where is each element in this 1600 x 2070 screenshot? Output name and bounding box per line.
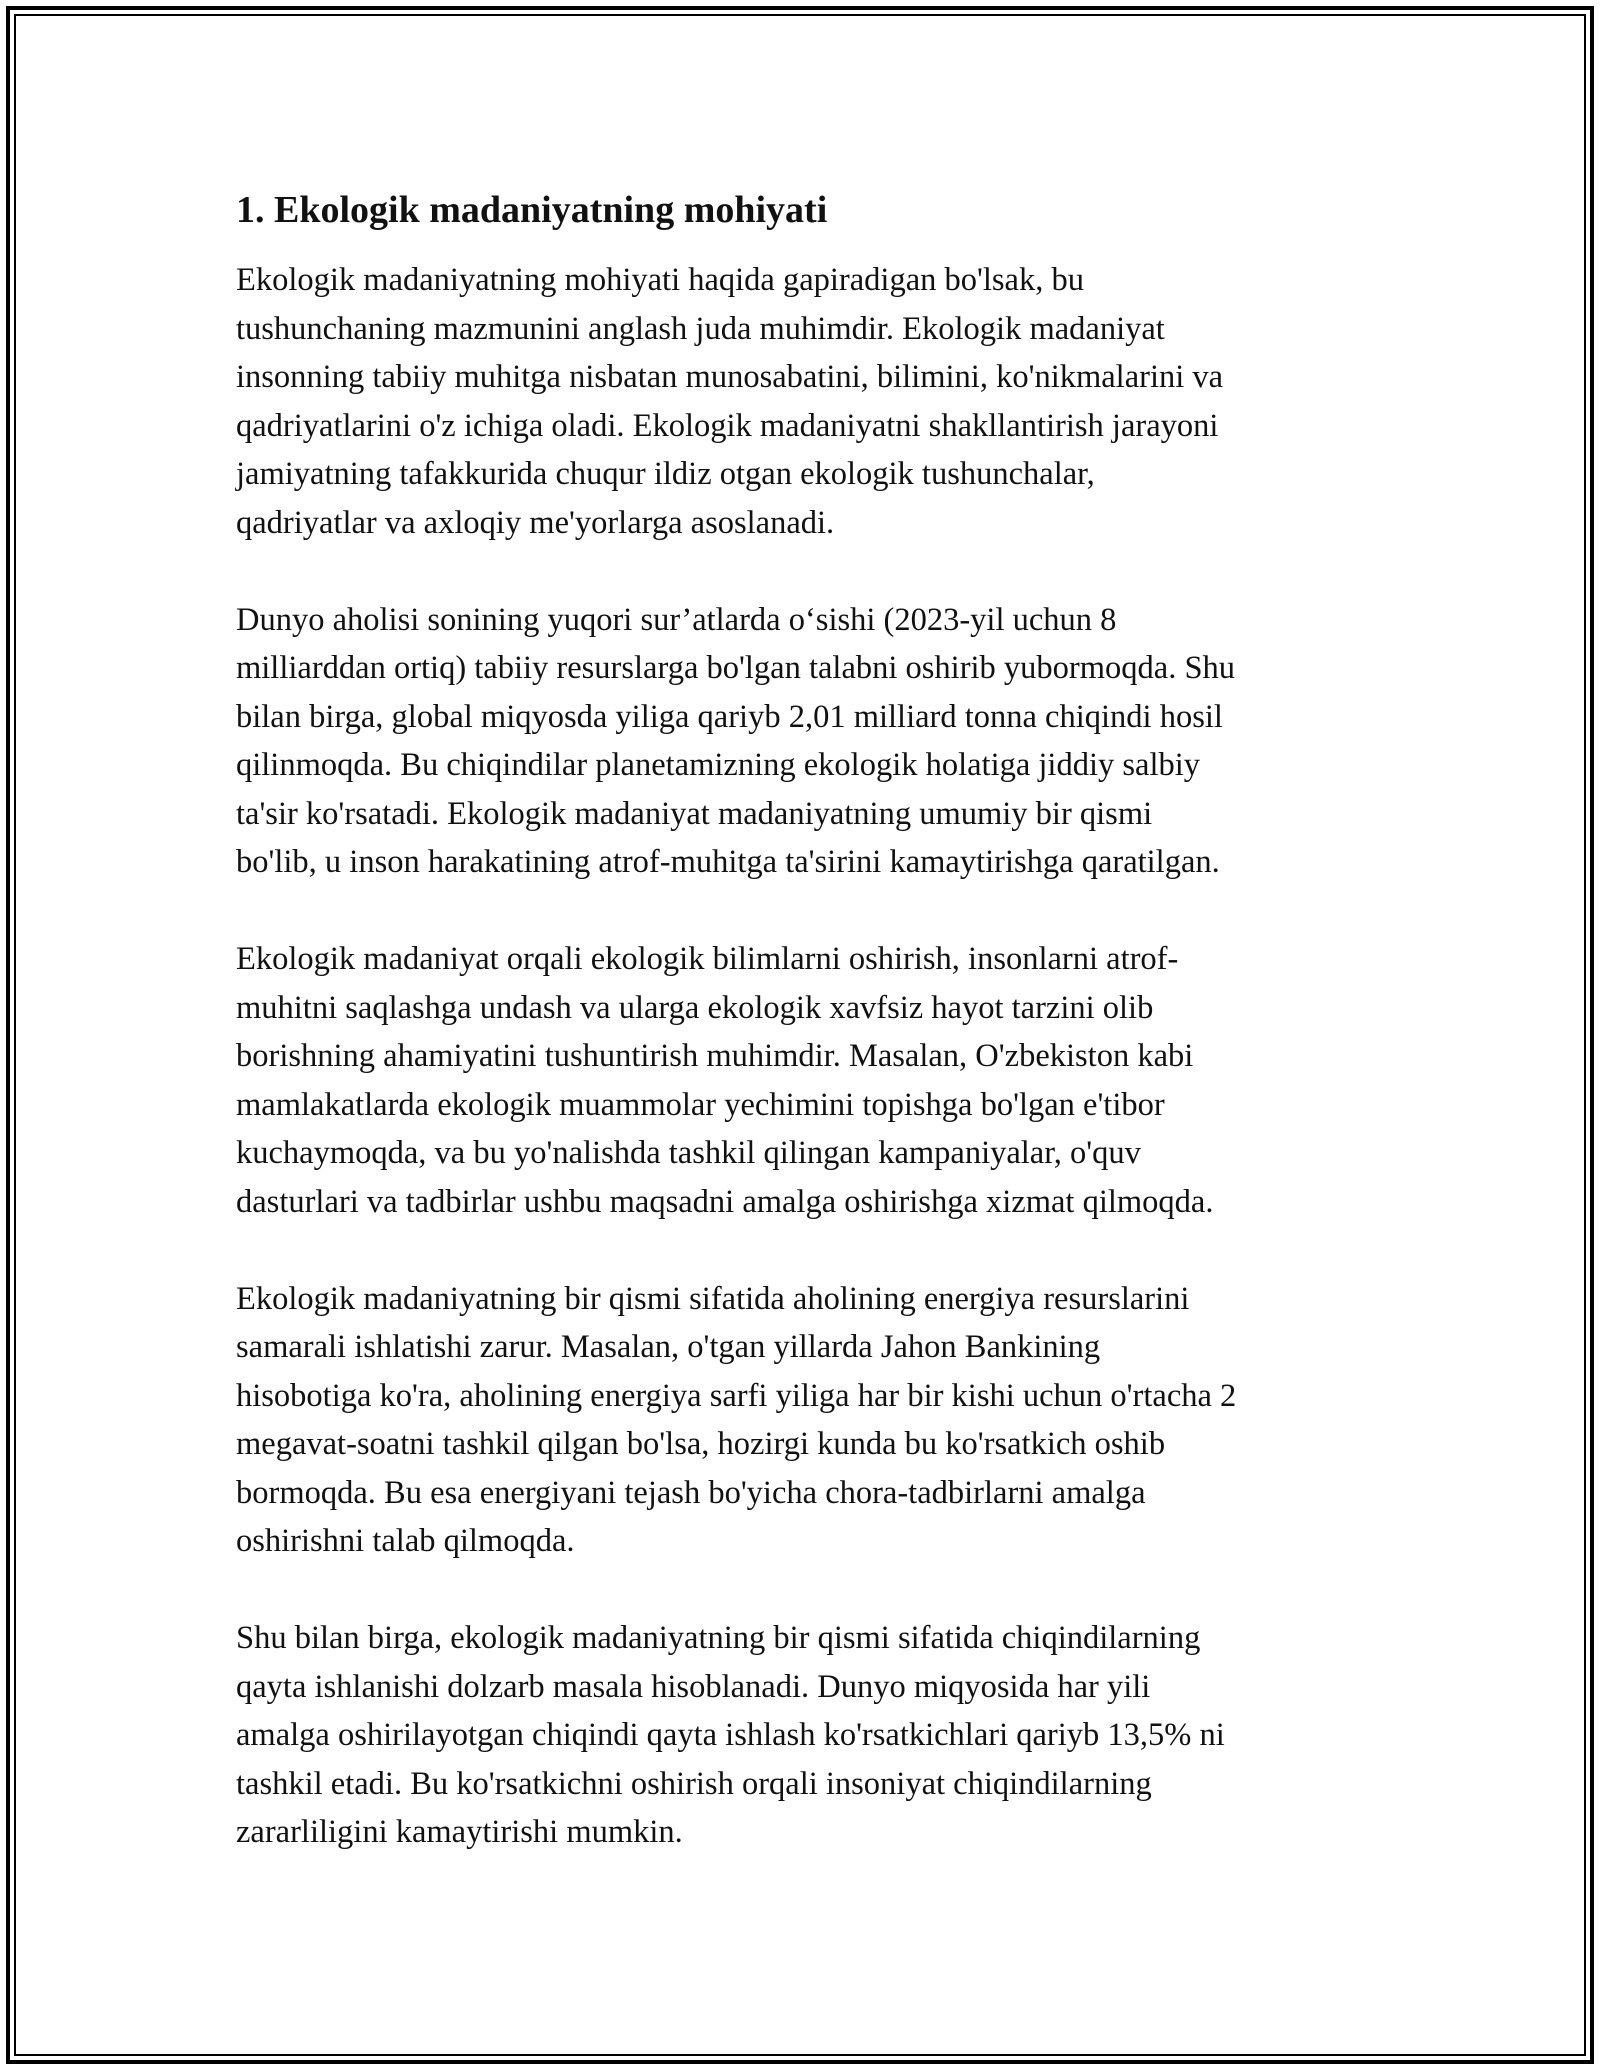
paragraph-2: Dunyo aholisi sonining yuqori sur’atlarda o‘sishi (2023-yil uchun 8 milliarddan ortiq) tabiiy resurslarga bo'lgan talabni oshirib yubormoqda. Shu bilan birga, global miqyosda yiliga qariyb 2,01 milliard tonna chiqindi hosil qilinmoqda. Bu chiqindilar planetamizning ekologik holatiga jiddiy salbiy ta'sir ko'rsatadi. Ekologik madaniyat madaniyatning umumiy bir qismi bo'lib, u inson harakatining atrof-muhitga ta'sirini kamaytirishga qaratilgan.: [236, 601, 1236, 880]
paragraph-1: Ekologik madaniyatning mohiyati haqida gapiradigan bo'lsak, bu tushunchaning mazmunini anglash juda muhimdir. Ekologik madaniyat insonning tabiiy muhitga nisbatan munosabatini, bilimini, ko'nikmalarini va qadriyatlarini o'z ichiga oladi. Ekologik madaniyatni shakllantirish jarayoni jamiyatning tafakkurida chuqur ildiz otgan ekologik tushunchalar, qadriyatlar va axloqiy me'yorlarga asoslanadi.: [236, 262, 1224, 541]
document-body: [236, 186, 1386, 1905]
paragraph-5: Shu bilan birga, ekologik madaniyatning bir qismi sifatida chiqindilarning qayta ishlanishi dolzarb masala hisoblanadi. Dunyo miqyosida har yili amalga oshirilayotgan chiqindi qayta ishlash ko'rsatkichlari qariyb 13,5% ni tashkil etadi. Bu ko'rsatkichni oshirish orqali insoniyat chiqindilarning zararliligini kamaytirishi mumkin.: [236, 1620, 1225, 1850]
section-heading: 1. Ekologik madaniyatning mohiyati: [236, 189, 828, 231]
paragraph-3: Ekologik madaniyat orqali ekologik bilimlarni oshirish, insonlarni atrof- muhitni saqlashga undash va ularga ekologik xavfsiz hayot tarzini olib borishning ahamiyatini tushuntirish muhimdir. Masalan, O'zbekiston kabi mamlakatlarda ekologik muammolar yechimini topishga bo'lgan e'tibor kuchaymoqda, va bu yo'nalishda tashkil qilingan kampaniyalar, o'quv dasturlari va tadbirlar ushbu maqsadni amalga oshirishga xizmat qilmoqda.: [236, 941, 1214, 1220]
paragraph-4: Ekologik madaniyatning bir qismi sifatida aholining energiya resurslarini samarali ishlatishi zarur. Masalan, o'tgan yillarda Jahon Bankining hisobotiga ko'ra, aholining energiya sarfi yiliga har bir kishi uchun o'rtacha 2 megavat-soatni tashkil qilgan bo'lsa, hozirgi kunda bu ko'rsatkich oshib bormoqda. Bu esa energiyani tejash bo'yicha chora-tadbirlarni amalga oshirishni talab qilmoqda.: [236, 1280, 1237, 1559]
